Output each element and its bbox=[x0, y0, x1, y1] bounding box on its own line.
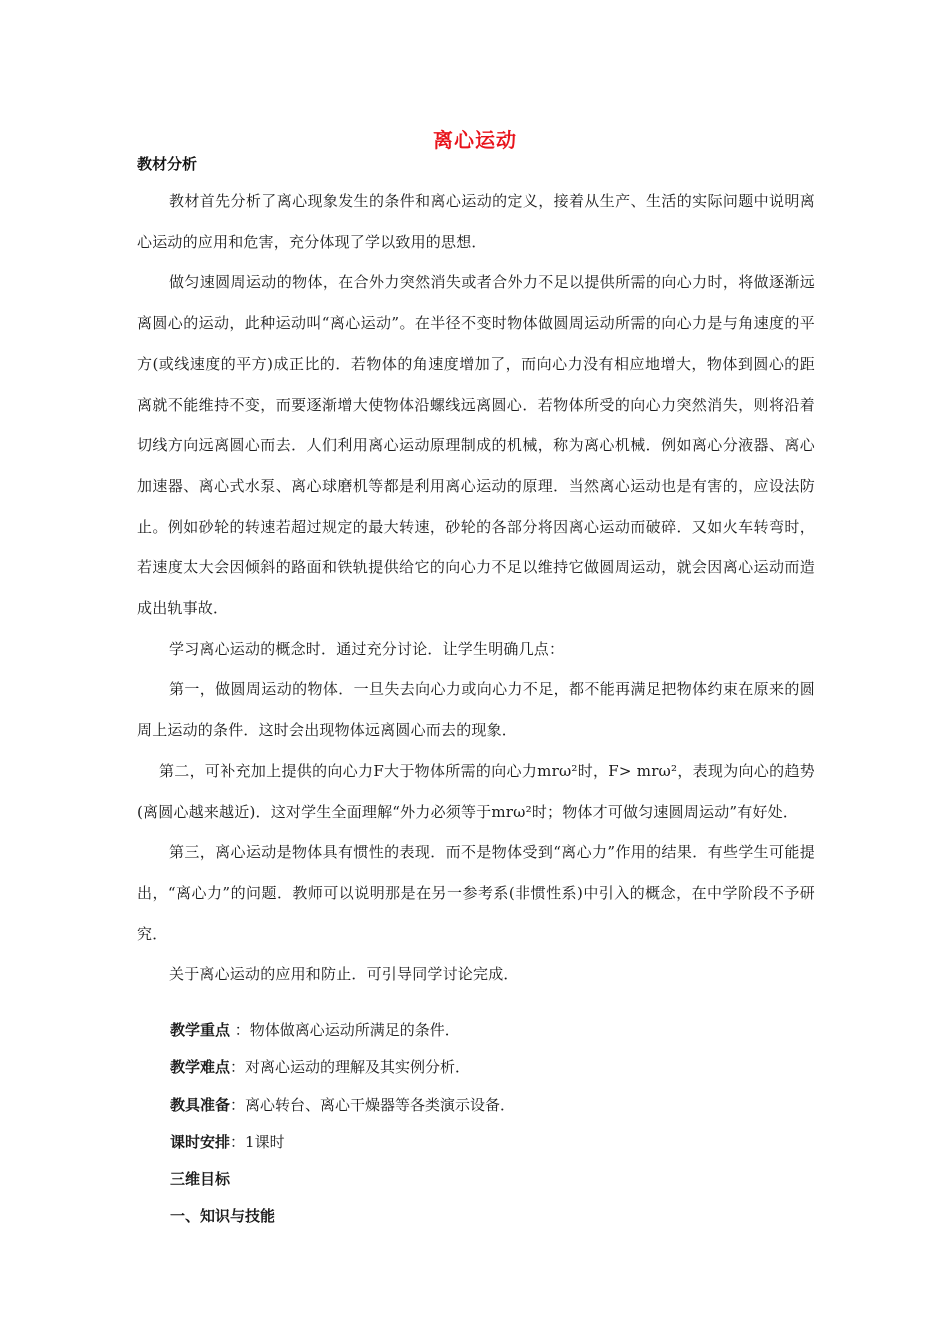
paragraph: 学习离心运动的概念时．通过充分讨论．让学生明确几点： bbox=[169, 639, 565, 658]
lesson-info-item bbox=[170, 1087, 810, 1124]
section-heading: 教材分析 bbox=[137, 155, 198, 173]
item-text: 1课时 bbox=[245, 1132, 285, 1151]
subheading-knowledge: 一、知识与技能 bbox=[170, 1207, 276, 1226]
item-text: 物体做离心运动所满足的条件． bbox=[249, 1021, 460, 1039]
lesson-info-item bbox=[170, 1124, 810, 1161]
paragraph: 第一，做圆周运动的物体．一旦失去向心力或向心力不足，都不能再满足把物体约束在原来的圆周上运动的条件．这时会出现物体远离圆心而去的现象． bbox=[137, 680, 815, 740]
item-separator: ： bbox=[230, 1058, 246, 1077]
item-separator: ： bbox=[230, 1095, 246, 1114]
item-label: 教学重点 bbox=[170, 1021, 231, 1039]
paragraph: 教材首先分析了离心现象发生的条件和离心运动的定义，接着从生产、生活的实际问题中说明离心运动的应用和危害，充分体现了学以致用的思想． bbox=[137, 192, 815, 251]
paragraph: 做匀速圆周运动的物体，在合外力突然消失或者合外力不足以提供所需的向心力时，将做逐渐远离圆心的运动，此种运动叫“离心运动”。在半径不变时物体做圆周运动所需的向心力是与角速度的平方(或线速度的平方)成正比的．若物体的角速度增加了，而向心力没有相应地增大，物体到圆心的距离就不能维持不变，而要逐渐增大使物体沿螺线远离圆心．若物体所受的向心力突然消失，则将沿着切线方向远离圆心而去．人们利用离心运动原理制成的机械，称为离心机械．例如离心分液器、离心加速器、离心式水泵、离心球磨机等都是利用离心运动的原理．当然离心运动也是有害的，应设法防止。例如砂轮的转速若超过规定的最大转速，砂轮的各部分将因离心运动而破碎．又如火车转弯时，若速度太大会因倾斜的路面和铁轨提供给它的向心力不足以维持它做圆周运动，就会因离心运动而造成出轨事故． bbox=[137, 273, 815, 618]
item-label: 课时安排 bbox=[170, 1132, 231, 1151]
item-separator: ： bbox=[230, 1021, 250, 1039]
item-separator: ： bbox=[230, 1132, 246, 1151]
document-body bbox=[137, 181, 815, 995]
item-label: 教具准备 bbox=[170, 1095, 231, 1114]
item-text: 离心转台、离心干燥器等各类演示设备． bbox=[245, 1095, 516, 1114]
paragraph: 第二，可补充加上提供的向心力F大于物体所需的向心力mrω²时，F> mrω²，表现为向心的趋势(离圆心越来越近)．这对学生全面理解“外力必须等于mrω²时；物体才可做匀速圆周运动”有好处． bbox=[137, 761, 815, 821]
lesson-info-list bbox=[170, 1012, 810, 1236]
lesson-info-item bbox=[170, 1049, 810, 1086]
item-text: 对离心运动的理解及其实例分析． bbox=[245, 1058, 471, 1077]
document-title: 离心运动 bbox=[433, 128, 517, 152]
paragraph: 关于离心运动的应用和防止．可引导同学讨论完成． bbox=[169, 965, 519, 984]
subheading-goals: 三维目标 bbox=[170, 1170, 231, 1189]
item-label: 教学难点 bbox=[170, 1058, 231, 1077]
paragraph: 第三，离心运动是物体具有惯性的表现．而不是物体受到“离心力”作用的结果．有些学生可能提出，“离心力”的问题．教师可以说明那是在另一参考系(非惯性系)中引入的概念，在中学阶段不予研究． bbox=[137, 843, 815, 943]
lesson-info-item bbox=[170, 1012, 810, 1049]
